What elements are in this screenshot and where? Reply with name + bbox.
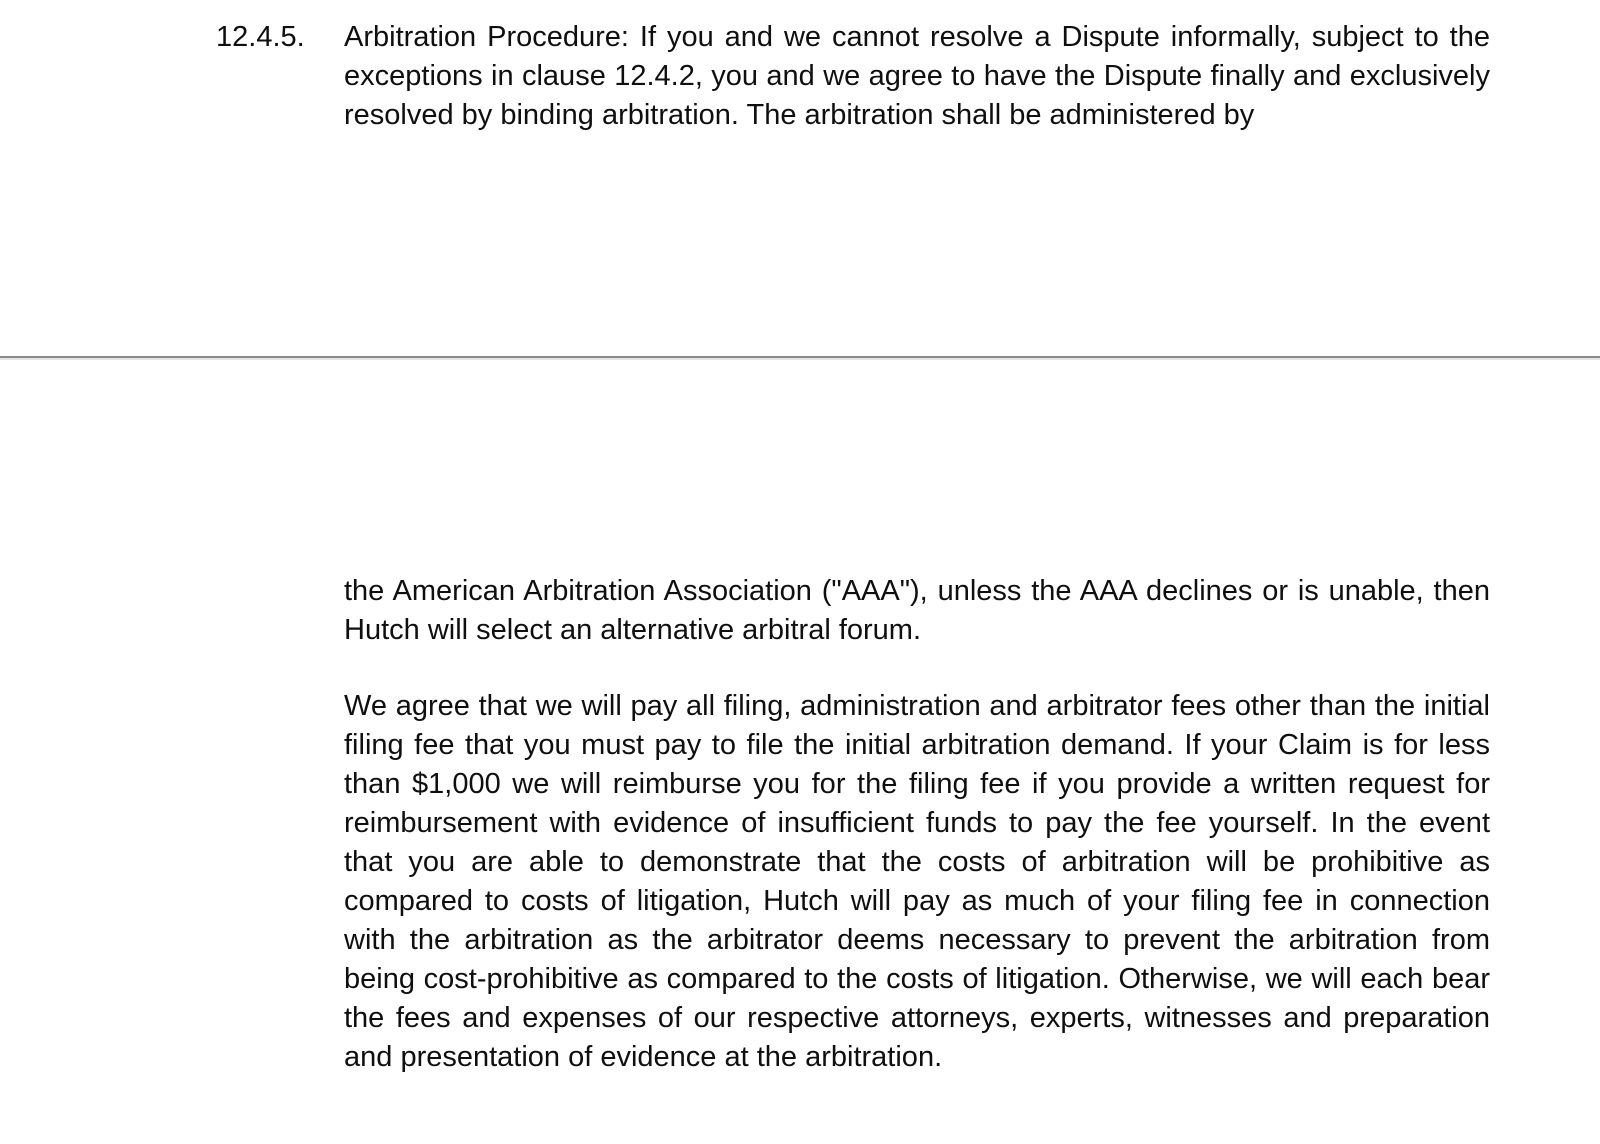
document-page-bottom [0,360,1600,1144]
clause-number: 12.4.5. [216,21,305,53]
clause-paragraph-fees: We agree that we will pay all filing, administration and arbitrator fees other than the initial filing fee that you must pay to file the initial arbitration demand. If your Claim is for less than $1,000 we will reimburse you for the filing fee if you provide a written request for reimbursement with evidence of insufficient funds to pay the fee yourself. In the event that you are able to demonstrate that the costs of arbitration will be prohibitive as compared to costs of litigation, Hutch will pay as much of your filing fee in connection with the arbitration as the arbitrator deems necessary to prevent the arbitration from being cost-prohibitive as compared to the costs of litigation. Otherwise, we will each bear the fees and expenses of our respective attorneys, experts, witnesses and preparation and presentation of evidence at the arbitration. [344,690,1490,1073]
clause-paragraph-arbitration-procedure: Arbitration Procedure: If you and we cannot resolve a Dispute informally, subject to the exceptions in clause 12.4.2, you and we agree to have the Dispute finally and exclusively resolved by binding arbitration. The arbitration shall be administered by [344,21,1490,131]
clause-paragraph-continuation: the American Arbitration Association ("AAA"), unless the AAA declines or is unable, then Hutch will select an alternative arbitral forum. [344,575,1490,646]
document-page-top [0,0,1600,356]
